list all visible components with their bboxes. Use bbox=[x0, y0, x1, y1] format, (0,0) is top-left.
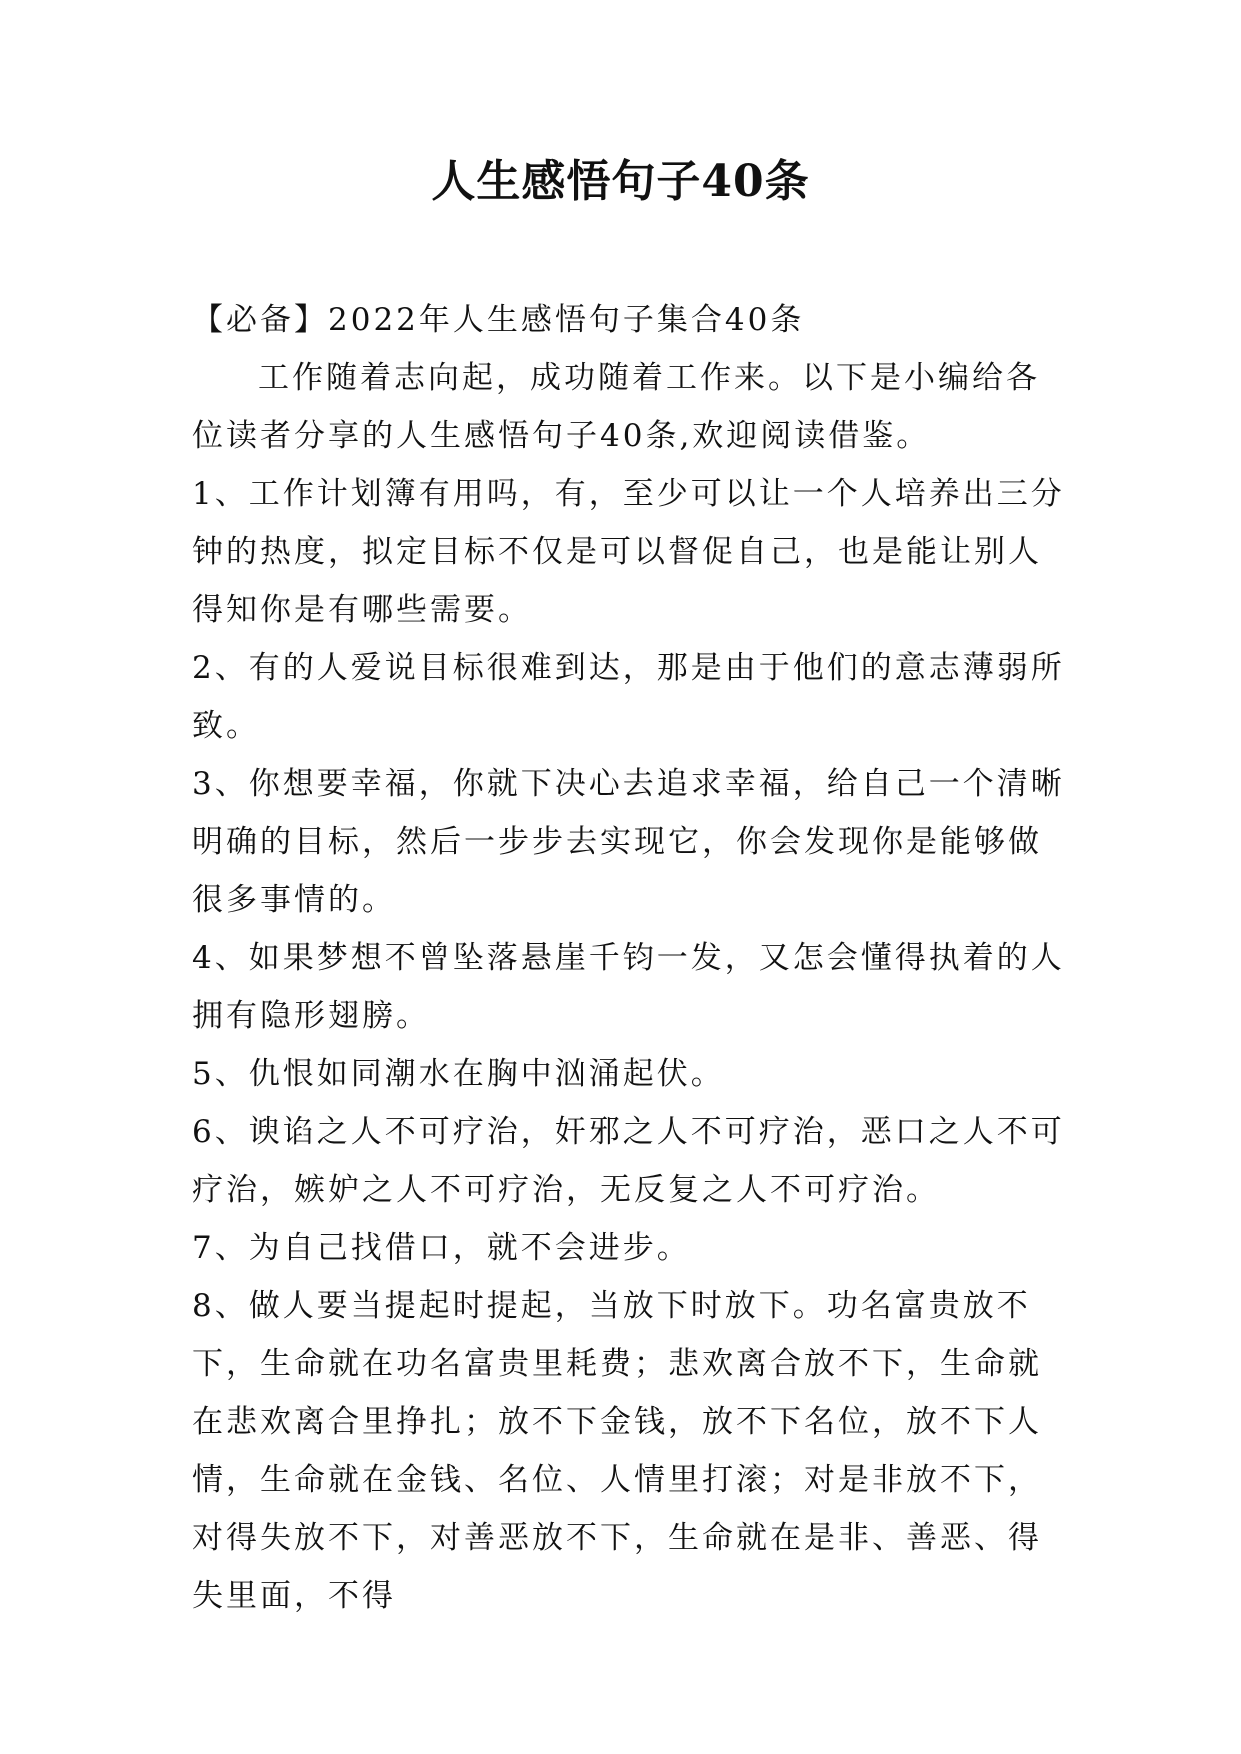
document-title: 人生感悟句子40条 bbox=[431, 156, 810, 207]
list-item: 7、为自己找借口，就不会进步。 bbox=[192, 1230, 691, 1266]
list-item: 8、做人要当提起时提起，当放下时放下。功名富贵放不下，生命就在功名富贵里耗费；悲欢离合放不下，生命就在悲欢离合里挣扎；放不下金钱，放不下名位，放不下人情，生命就在金钱、名位、人情里打滚；对是非放不下，对得失放不下，对善恶放不下，生命就在是非、善恶、得失里面，不得 bbox=[192, 1288, 1042, 1614]
document-body bbox=[192, 291, 1072, 1625]
list-item: 5、仇恨如同潮水在胸中汹涌起伏。 bbox=[192, 1056, 725, 1092]
list-item: 6、谀谄之人不可疗治，奸邪之人不可疗治，恶口之人不可疗治，嫉妒之人不可疗治，无反复之人不可疗治。 bbox=[192, 1114, 1065, 1208]
list-item: 1、工作计划簿有用吗，有，至少可以让一个人培养出三分钟的热度，拟定目标不仅是可以督促自己，也是能让别人得知你是有哪些需要。 bbox=[192, 476, 1065, 628]
intro-paragraph: 工作随着志向起，成功随着工作来。以下是小编给各位读者分享的人生感悟句子40条,欢迎阅读借鉴。 bbox=[192, 360, 1040, 454]
list-item: 3、你想要幸福，你就下决心去追求幸福，给自己一个清晰明确的目标，然后一步步去实现它，你会发现你是能够做很多事情的。 bbox=[192, 766, 1065, 918]
list-item: 4、如果梦想不曾坠落悬崖千钧一发，又怎会懂得执着的人拥有隐形翅膀。 bbox=[192, 940, 1065, 1034]
list-item: 2、有的人爱说目标很难到达，那是由于他们的意志薄弱所致。 bbox=[192, 650, 1065, 744]
document-subtitle: 【必备】2022年人生感悟句子集合40条 bbox=[192, 302, 805, 338]
